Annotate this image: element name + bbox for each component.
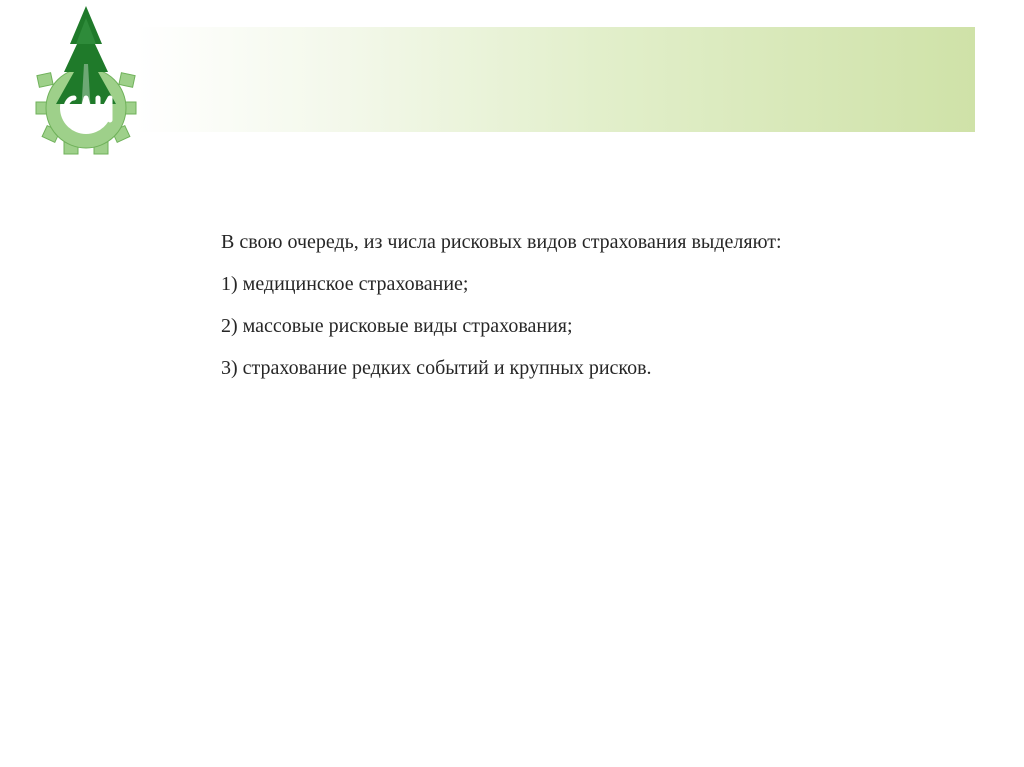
list-item: 1) медицинское страхование; bbox=[221, 273, 469, 295]
list-item: 3) страхование редких событий и крупных рисков. bbox=[221, 357, 652, 379]
header-gradient-band bbox=[136, 27, 975, 132]
fir-tree-gear-logo-icon bbox=[30, 4, 142, 156]
body-text-block bbox=[221, 230, 981, 398]
intro-line: В свою очередь, из числа рисковых видов страхования выделяют: bbox=[221, 231, 782, 253]
list-item: 2) массовые рисковые виды страхования; bbox=[221, 315, 573, 337]
